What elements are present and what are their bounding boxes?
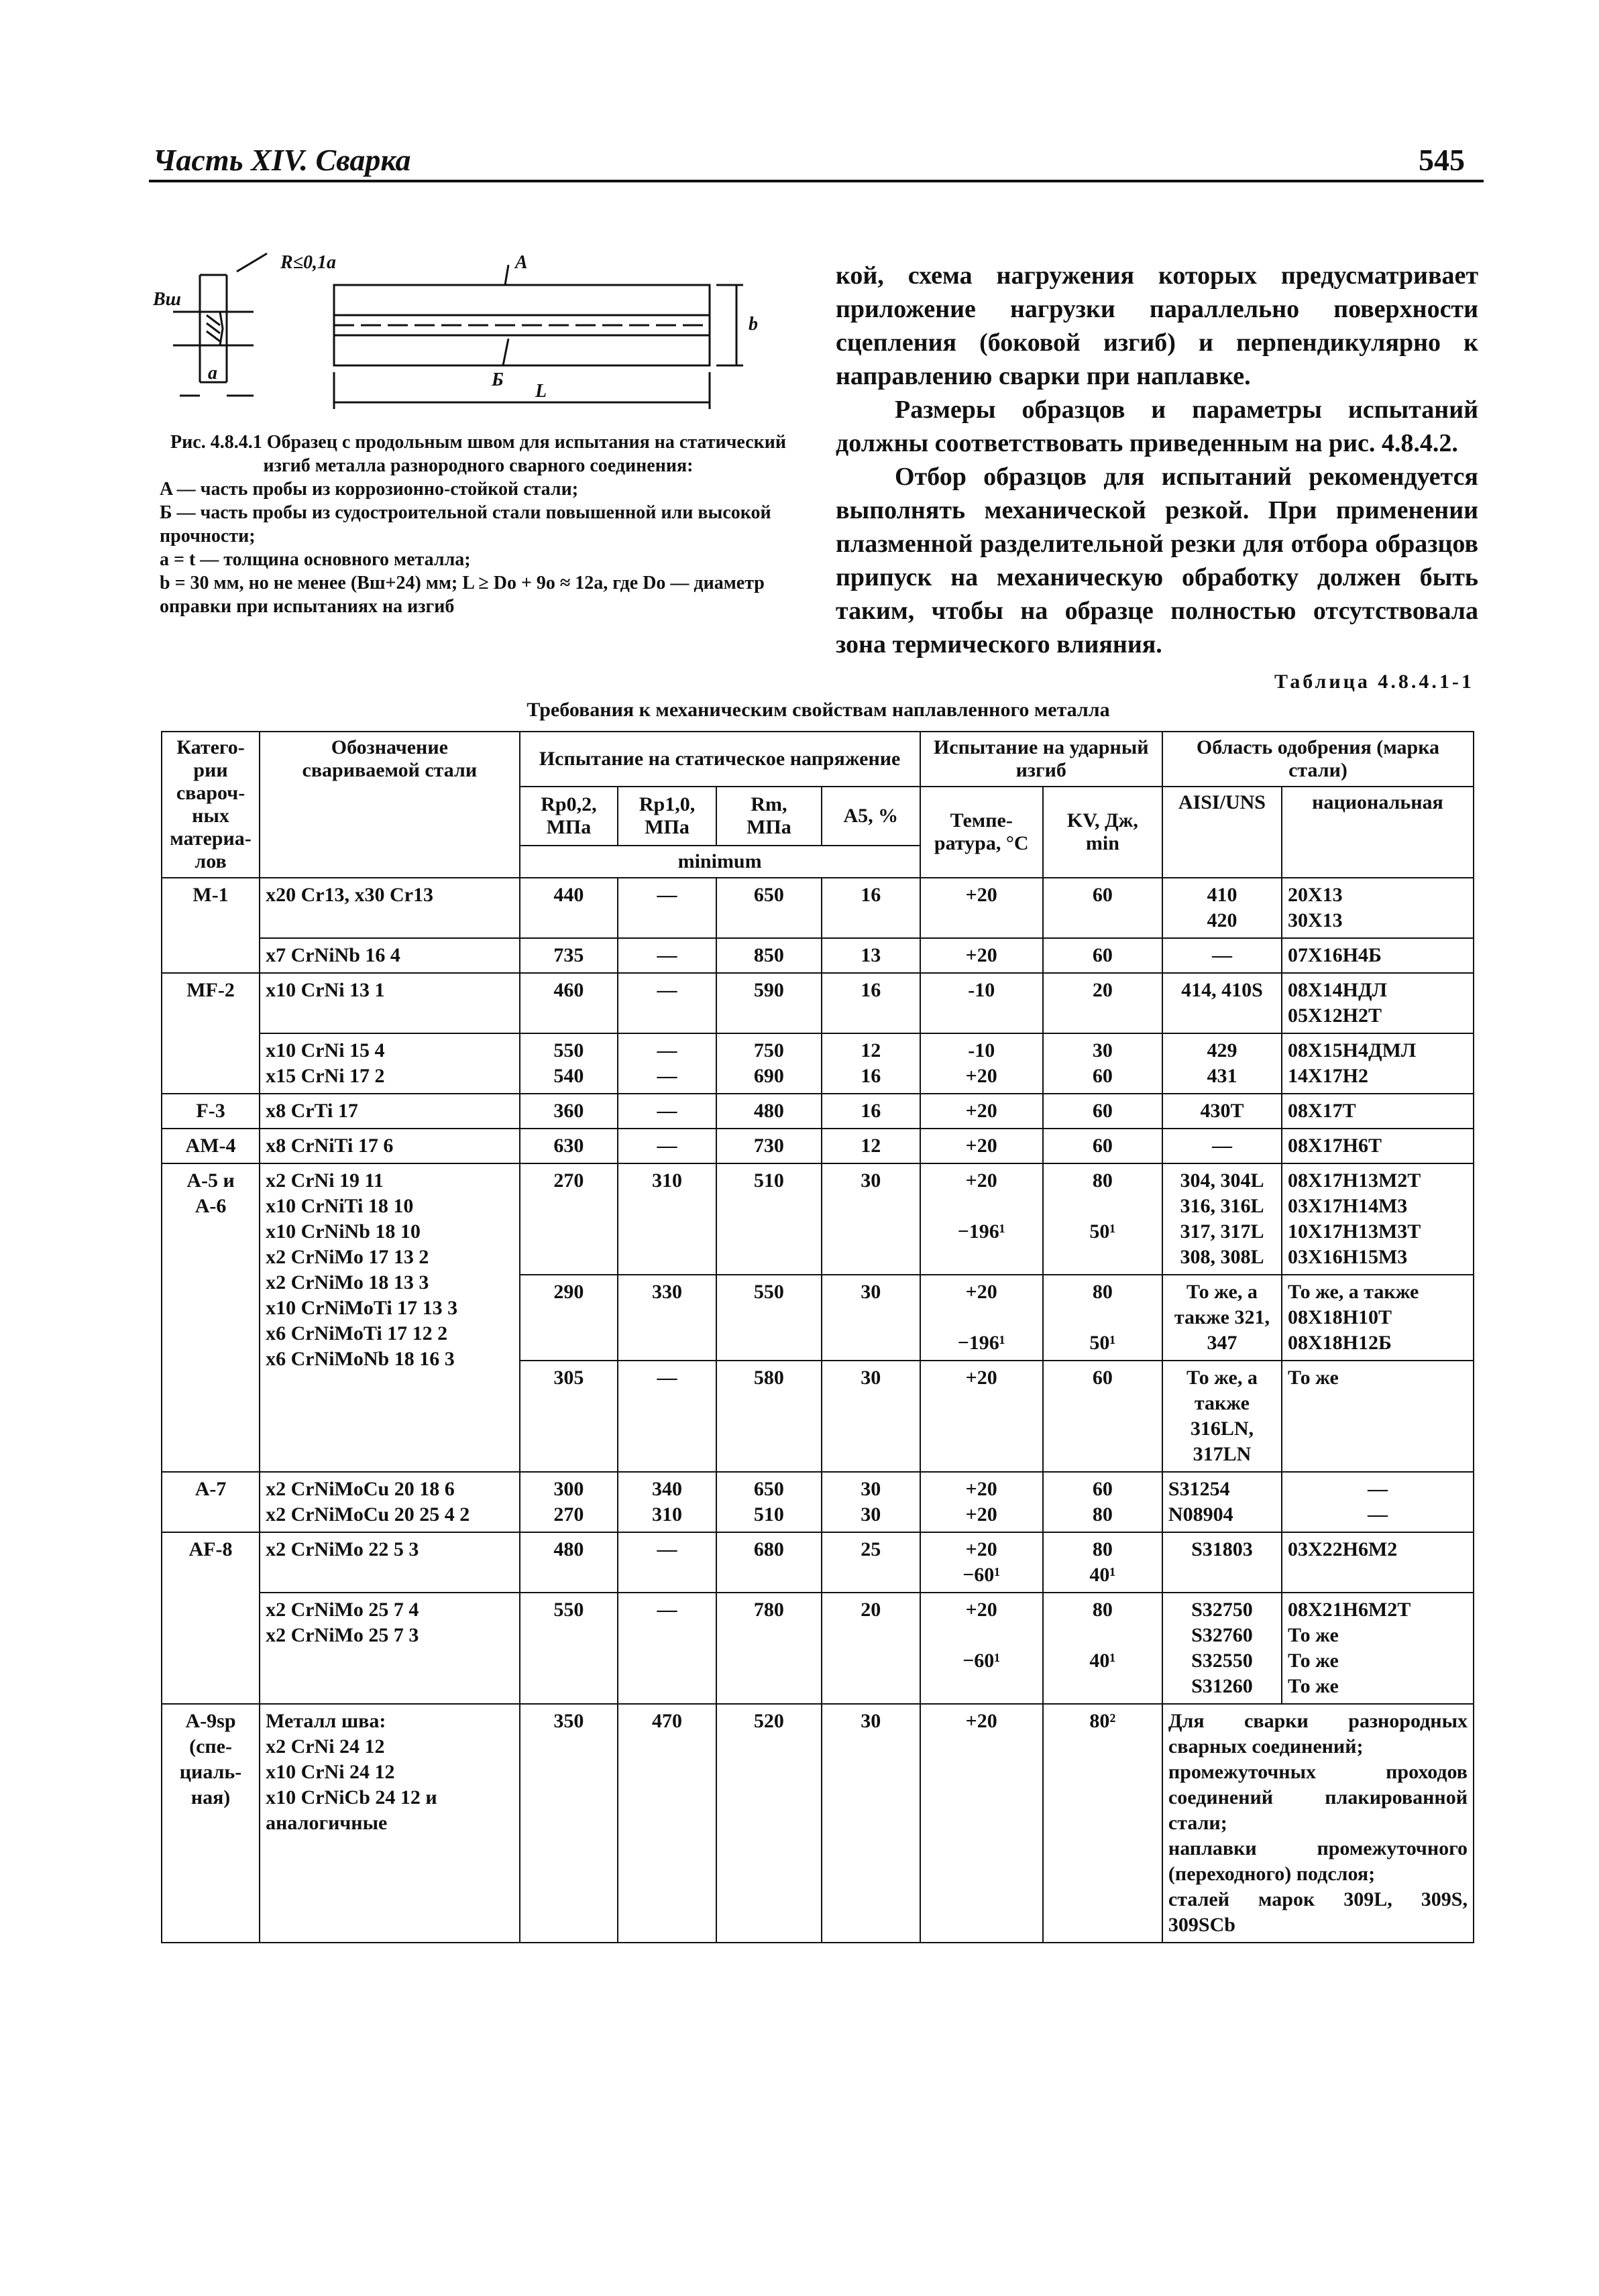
cell-kv: 80 50¹ [1043, 1275, 1162, 1361]
cell-kv: 60 [1043, 1129, 1162, 1163]
cell-temp: +20 [920, 1094, 1043, 1129]
cell-steel: x2 CrNi 19 11 x10 CrNiTi 18 10 x10 CrNiNb 18 10 x2 CrNiMo 17 13 2 x2 CrNiMo 18 13 3 x10 CrNiMoTi 17 13 3 x6 CrNiMoTi 17 12 2 x6 CrNiMoNb 18 16 3 [260, 1163, 520, 1472]
cell-rp02: 350 [520, 1704, 618, 1943]
cell-rp02: 360 [520, 1094, 618, 1129]
cell-rm: 780 [716, 1593, 822, 1704]
cell-rm: 850 [716, 938, 822, 973]
table-row [162, 1129, 1474, 1163]
cell-rp10: — [618, 1129, 716, 1163]
cell-a5: 30 30 [822, 1472, 920, 1532]
cell-rp10: 310 [618, 1163, 716, 1275]
header-kv: KV, Дж, min [1043, 787, 1162, 878]
cell-temp: -10 +20 [920, 1033, 1043, 1094]
cell-a5: 12 [822, 1129, 920, 1163]
cell-kv: 60 [1043, 1094, 1162, 1129]
cell-a5: 16 [822, 878, 920, 938]
table-row [162, 1094, 1474, 1129]
cell-aisi: S32750 S32760 S32550 S31260 [1162, 1593, 1282, 1704]
cell-aisi: 429 431 [1162, 1033, 1282, 1094]
cell-rm: 520 [716, 1704, 822, 1943]
cell-aisi: S31803 [1162, 1532, 1282, 1593]
cell-rm: 730 [716, 1129, 822, 1163]
cell-rp02: 735 [520, 938, 618, 973]
cell-temp: +20 [920, 878, 1043, 938]
cell-rp10: — [618, 878, 716, 938]
specimen-figure [153, 248, 783, 422]
table-row [162, 938, 1474, 973]
cell-rp02: 440 [520, 878, 618, 938]
table-row [162, 1593, 1474, 1704]
cell-rm: 750 690 [716, 1033, 822, 1094]
cell-a5: 30 [822, 1163, 920, 1275]
cell-temp: +20 [920, 1361, 1043, 1472]
cell-kv: 80 40¹ [1043, 1532, 1162, 1593]
table-row [162, 1163, 1474, 1275]
cell-national: 08Х17Т [1282, 1094, 1474, 1129]
figure-caption [160, 431, 797, 618]
cell-national: 08Х17Н6Т [1282, 1129, 1474, 1163]
header-static: Испытание на статическое напряжение [520, 732, 920, 787]
cell-steel: x2 CrNiMo 25 7 4 x2 CrNiMo 25 7 3 [260, 1593, 520, 1704]
header-rp02: Rp0,2, МПа [520, 787, 618, 846]
cell-kv: 60 [1043, 938, 1162, 973]
caption-title: Рис. 4.8.4.1 Образец с продольным швом для испытания на статический изгиб металла разнородного сварного соединения: [170, 432, 786, 476]
cell-rp02: 460 [520, 973, 618, 1033]
cell-steel: x2 CrNiMo 22 5 3 [260, 1532, 520, 1593]
header-national: национальная [1282, 787, 1474, 878]
cell-aisi: — [1162, 938, 1282, 973]
cell-rm: 480 [716, 1094, 822, 1129]
cell-temp: +20 −60¹ [920, 1532, 1043, 1593]
cell-rp10: 340 310 [618, 1472, 716, 1532]
cell-category: A-7 [162, 1472, 260, 1532]
table-row [162, 1704, 1474, 1943]
cell-rp02: 630 [520, 1129, 618, 1163]
cell-steel: Металл шва: x2 CrNi 24 12 x10 CrNi 24 12 x10 CrNiCb 24 12 и аналогичные [260, 1704, 520, 1943]
cell-temp: -10 [920, 973, 1043, 1033]
cell-rp02: 550 540 [520, 1033, 618, 1094]
label-a-small: a [208, 363, 217, 384]
cell-a5: 25 [822, 1532, 920, 1593]
cell-aisi: 304, 304L 316, 316L 317, 317L 308, 308L [1162, 1163, 1282, 1275]
cell-category: F-3 [162, 1094, 260, 1129]
cell-rp10: — [618, 1094, 716, 1129]
cell-steel: x10 CrNi 15 4 x15 CrNi 17 2 [260, 1033, 520, 1094]
cell-rp10: — [618, 973, 716, 1033]
cell-rm: 590 [716, 973, 822, 1033]
cell-temp: +20 −196¹ [920, 1163, 1043, 1275]
label-b: b [749, 314, 758, 335]
cell-national: 07Х16Н4Б [1282, 938, 1474, 973]
cell-a5: 12 16 [822, 1033, 920, 1094]
table-row [162, 973, 1474, 1033]
cell-rm: 650 510 [716, 1472, 822, 1532]
cell-rp10: — [618, 1593, 716, 1704]
header-steel: Обозначение свариваемой стали [260, 732, 520, 878]
cell-rm: 510 [716, 1163, 822, 1275]
cell-rp02: 550 [520, 1593, 618, 1704]
header-impact: Испытание на ударный изгиб [920, 732, 1162, 787]
cell-kv: 80 40¹ [1043, 1593, 1162, 1704]
table-row [162, 1033, 1474, 1094]
cell-rp02: 480 [520, 1532, 618, 1593]
cell-rp02: 300 270 [520, 1472, 618, 1532]
paragraph-2: Размеры образцов и параметры испытаний должны соответствовать приведенным на рис. 4.8.4.2. [836, 396, 1478, 457]
header-aisi: AISI/UNS [1162, 787, 1282, 878]
cell-rp10: — — [618, 1033, 716, 1094]
table-title: Требования к механическим свойствам наплавленного металла [527, 699, 1110, 721]
cell-rp10: — [618, 938, 716, 973]
cell-approval: Для сварки разнородных сварных соединений; промежуточных проходов соединений плакированной стали; наплавки промежуточного (переходного) подслоя; сталей марок 309L, 309S, 309SCb [1162, 1704, 1474, 1943]
caption-line-c: a = t — толщина основного металла; [160, 549, 471, 570]
header-category: Катего- рии свароч- ных материа- лов [162, 732, 260, 878]
cell-a5: 13 [822, 938, 920, 973]
cell-national: 20Х13 30Х13 [1282, 878, 1474, 938]
caption-line-a: A — часть пробы из коррозионно-стойкой стали; [160, 479, 579, 500]
header-rm: Rm, МПа [716, 787, 822, 846]
cell-rm: 650 [716, 878, 822, 938]
cell-rp10: — [618, 1532, 716, 1593]
cell-category: A-9sp (спе- циаль- ная) [162, 1704, 260, 1943]
cell-rp02: 270 [520, 1163, 618, 1275]
caption-line-b: Б — часть пробы из судостроительной стали повышенной или высокой прочности; [160, 502, 771, 547]
header-temp: Темпе- ратура, °C [920, 787, 1043, 878]
cell-kv: 60 [1043, 1361, 1162, 1472]
page-number: 545 [1419, 143, 1465, 177]
cell-national: 08Х14НДЛ 05Х12Н2Т [1282, 973, 1474, 1033]
cell-aisi: То же, а также 321, 347 [1162, 1275, 1282, 1361]
cell-rm: 550 [716, 1275, 822, 1361]
paragraph-3: Отбор образцов для испытаний рекомендуется выполнять механической резкой. При применении плазменной разделительной резки для отбора образцов припуск на механическую обработку должен быть таким, чтобы на образце полностью отсутствовала зона термического влияния. [836, 463, 1478, 658]
requirements-table [161, 731, 1474, 1943]
cell-rp10: — [618, 1361, 716, 1472]
right-column-text [836, 259, 1478, 661]
cell-a5: 30 [822, 1704, 920, 1943]
header-a5: A5, % [822, 787, 920, 846]
cell-kv: 60 [1043, 878, 1162, 938]
cell-category: A-5 и A-6 [162, 1163, 260, 1472]
caption-line-d: b = 30 мм, но не менее (Bш+24) мм; L ≥ Dо + 9о ≈ 12a, где Dо — диаметр оправки при испытаниях на изгиб [160, 573, 765, 617]
cell-category: M-1 [162, 878, 260, 973]
cell-aisi: То же, а также 316LN, 317LN [1162, 1361, 1282, 1472]
cell-category: MF-2 [162, 973, 260, 1094]
cell-kv: 80² [1043, 1704, 1162, 1943]
cell-temp: +20 [920, 938, 1043, 973]
cell-temp: +20 +20 [920, 1472, 1043, 1532]
cell-steel: x7 CrNiNb 16 4 [260, 938, 520, 973]
table-label: Таблица 4.8.4.1-1 [1274, 671, 1474, 693]
cell-temp: +20 −196¹ [920, 1275, 1043, 1361]
header-row-1 [162, 732, 1474, 787]
cell-temp: +20 −60¹ [920, 1593, 1043, 1704]
header-rule [149, 180, 1484, 182]
cell-rm: 680 [716, 1532, 822, 1593]
cell-national: 08Х15Н4ДМЛ 14Х17Н2 [1282, 1033, 1474, 1094]
cell-steel: x20 Cr13, x30 Cr13 [260, 878, 520, 938]
cell-rm: 580 [716, 1361, 822, 1472]
cell-steel: x8 CrTi 17 [260, 1094, 520, 1129]
cell-a5: 20 [822, 1593, 920, 1704]
cell-rp10: 470 [618, 1704, 716, 1943]
table-row [162, 1532, 1474, 1593]
cell-kv: 60 80 [1043, 1472, 1162, 1532]
cell-kv: 30 60 [1043, 1033, 1162, 1094]
cell-national: 08Х17Н13М2Т 03Х17Н14М3 10Х17Н13М3Т 03Х16Н15М3 [1282, 1163, 1474, 1275]
cell-temp: +20 [920, 1129, 1043, 1163]
label-B: Б [492, 369, 504, 390]
cell-a5: 16 [822, 1094, 920, 1129]
cell-aisi: — [1162, 1129, 1282, 1163]
cell-aisi: S31254 N08904 [1162, 1472, 1282, 1532]
header-rp10: Rp1,0, МПа [618, 787, 716, 846]
cell-a5: 30 [822, 1361, 920, 1472]
cell-national: 08Х21Н6М2Т То же То же То же [1282, 1593, 1474, 1704]
cell-steel: x2 CrNiMoCu 20 18 6 x2 CrNiMoCu 20 25 4 2 [260, 1472, 520, 1532]
cell-rp10: 330 [618, 1275, 716, 1361]
running-head: Часть XIV. Сварка [153, 143, 411, 177]
label-A: A [515, 252, 528, 273]
paragraph-1: кой, схема нагружения которых предусматривает приложение нагрузки параллельно поверхности сцепления (боковой изгиб) и перпендикулярно к направлению сварки при наплавке. [836, 262, 1478, 390]
cell-rp02: 305 [520, 1361, 618, 1472]
header-approval: Область одобрения (марка стали) [1162, 732, 1474, 787]
cell-kv: 80 50¹ [1043, 1163, 1162, 1275]
table-row [162, 878, 1474, 938]
cell-aisi: 414, 410S [1162, 973, 1282, 1033]
cell-national: 03Х22Н6М2 [1282, 1532, 1474, 1593]
label-r: R≤0,1a [280, 252, 337, 273]
cell-a5: 16 [822, 973, 920, 1033]
cell-a5: 30 [822, 1275, 920, 1361]
cell-rp02: 290 [520, 1275, 618, 1361]
cell-national: — — [1282, 1472, 1474, 1532]
table-row [162, 1472, 1474, 1532]
header-minimum: minimum [520, 846, 920, 878]
cell-category: AF-8 [162, 1532, 260, 1704]
cell-kv: 20 [1043, 973, 1162, 1033]
cell-national: То же [1282, 1361, 1474, 1472]
label-L: L [535, 381, 547, 402]
cell-national: То же, а также 08Х18Н10Т 08Х18Н12Б [1282, 1275, 1474, 1361]
cell-steel: x10 CrNi 13 1 [260, 973, 520, 1033]
label-bsh: Bш [153, 289, 181, 310]
cell-aisi: 430T [1162, 1094, 1282, 1129]
cell-steel: x8 CrNiTi 17 6 [260, 1129, 520, 1163]
cell-temp: +20 [920, 1704, 1043, 1943]
cell-category: AM-4 [162, 1129, 260, 1163]
cell-aisi: 410 420 [1162, 878, 1282, 938]
